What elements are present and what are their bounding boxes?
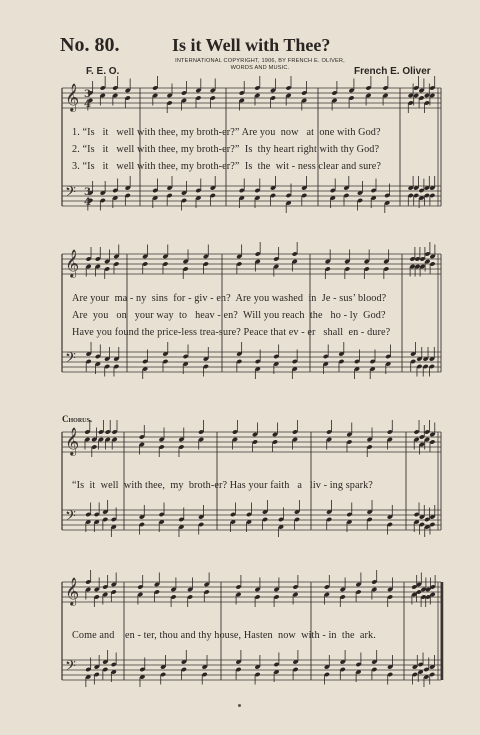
bass-clef-icon: 𝄢 xyxy=(65,184,76,204)
chorus-line-2: Come and en - ter, thou and thy house, Hasten now with - in the ark. xyxy=(72,630,376,641)
time-signature-bottom: 4 xyxy=(84,99,91,110)
hymn-number: No. 80. xyxy=(60,34,120,56)
chorus-label: Chorus. xyxy=(62,414,93,424)
time-signature-top: 3 xyxy=(84,187,91,198)
bass-clef-icon: 𝄢 xyxy=(65,658,76,678)
treble-clef-icon: 𝄞 xyxy=(65,83,80,111)
verse-2-line-2: Are you on your way to heav - en? Will you reach the ho - ly God? xyxy=(72,310,386,321)
verse-1-line-2: Are your ma - ny sins for - giv - en? Are you washed in Je - sus’ blood? xyxy=(72,293,387,304)
bass-clef-icon: 𝄢 xyxy=(65,508,76,528)
verse-3-line-2: Have you found the price-less trea-sure? Peace that ev - er shall en - dure? xyxy=(72,327,391,338)
verse-2-line-1: 2. “Is it well with thee, my broth-er?” Is thy heart right with thy God? xyxy=(72,144,380,155)
page-mark xyxy=(238,704,241,707)
copyright-notice xyxy=(160,58,360,72)
bass-clef-icon: 𝄢 xyxy=(65,350,76,370)
copyright-line: INTERNATIONAL COPYRIGHT, 1906, BY FRENCH E. OLIVER, xyxy=(175,58,345,64)
lyricist-credit: F. E. O. xyxy=(86,66,120,77)
treble-clef-icon: 𝄞 xyxy=(65,427,80,455)
verse-1-line-1: 1. “Is it well with thee, my broth-er?” Are you now at one with God? xyxy=(72,127,381,138)
time-signature-top: 3 xyxy=(84,89,91,100)
composer-credit: French E. Oliver xyxy=(354,66,431,77)
treble-clef-icon: 𝄞 xyxy=(65,577,80,605)
chorus-line-1: “Is it well with thee, my broth-er? Has your faith a liv - ing spark? xyxy=(72,480,373,491)
treble-clef-icon: 𝄞 xyxy=(65,249,80,277)
time-signature-bottom: 4 xyxy=(84,197,91,208)
verse-3-line-1: 3. “Is it well with thee, my broth-er?” Is the wit - ness clear and sure? xyxy=(72,161,381,172)
copyright-line: WORDS AND MUSIC. xyxy=(230,65,290,71)
hymn-title: Is it Well with Thee? xyxy=(172,35,331,55)
